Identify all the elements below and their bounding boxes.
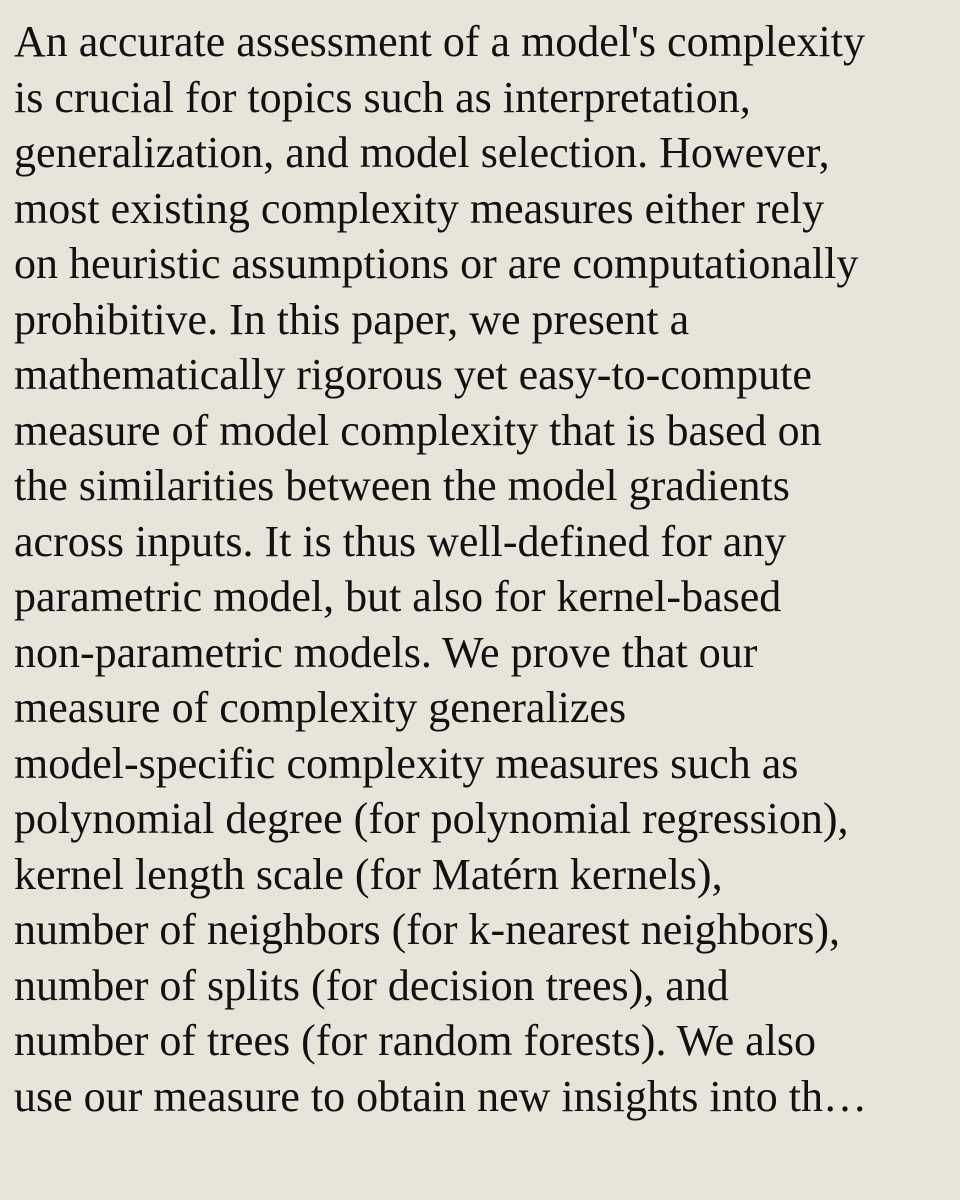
abstract-line: non-parametric models. We prove that our	[14, 627, 758, 677]
abstract-line: most existing complexity measures either rely	[14, 183, 825, 233]
abstract-line: on heuristic assumptions or are computationally	[14, 239, 859, 288]
abstract-line: measure of model complexity that is based on	[14, 405, 822, 455]
abstract-line: is crucial for topics such as interpretation,	[14, 72, 751, 122]
abstract-text	[14, 14, 867, 1124]
abstract-line: measure of complexity generalizes	[14, 683, 627, 732]
abstract-line: prohibitive. In this paper, we present a	[14, 294, 690, 344]
abstract-line: polynomial degree (for polynomial regression),	[14, 794, 849, 843]
abstract-line: number of neighbors (for k-nearest neighbors),	[14, 905, 840, 954]
abstract-line: use our measure to obtain new insights into th…	[14, 1071, 867, 1121]
abstract-line: across inputs. It is thus well-defined for any	[14, 516, 787, 566]
abstract-line: mathematically rigorous yet easy-to-compute	[14, 350, 812, 399]
abstract-line: number of splits (for decision trees), and	[14, 960, 729, 1010]
abstract-line: the similarities between the model gradients	[14, 461, 790, 510]
abstract-line: parametric model, but also for kernel-based	[14, 572, 782, 621]
abstract-line: kernel length scale (for Matérn kernels),	[14, 849, 723, 899]
abstract-line: generalization, and model selection. However,	[14, 128, 830, 177]
abstract-line: model-specific complexity measures such as	[14, 738, 799, 788]
abstract-line: number of trees (for random forests). We also	[14, 1016, 817, 1065]
abstract-line: An accurate assessment of a model's complexity	[14, 17, 865, 66]
